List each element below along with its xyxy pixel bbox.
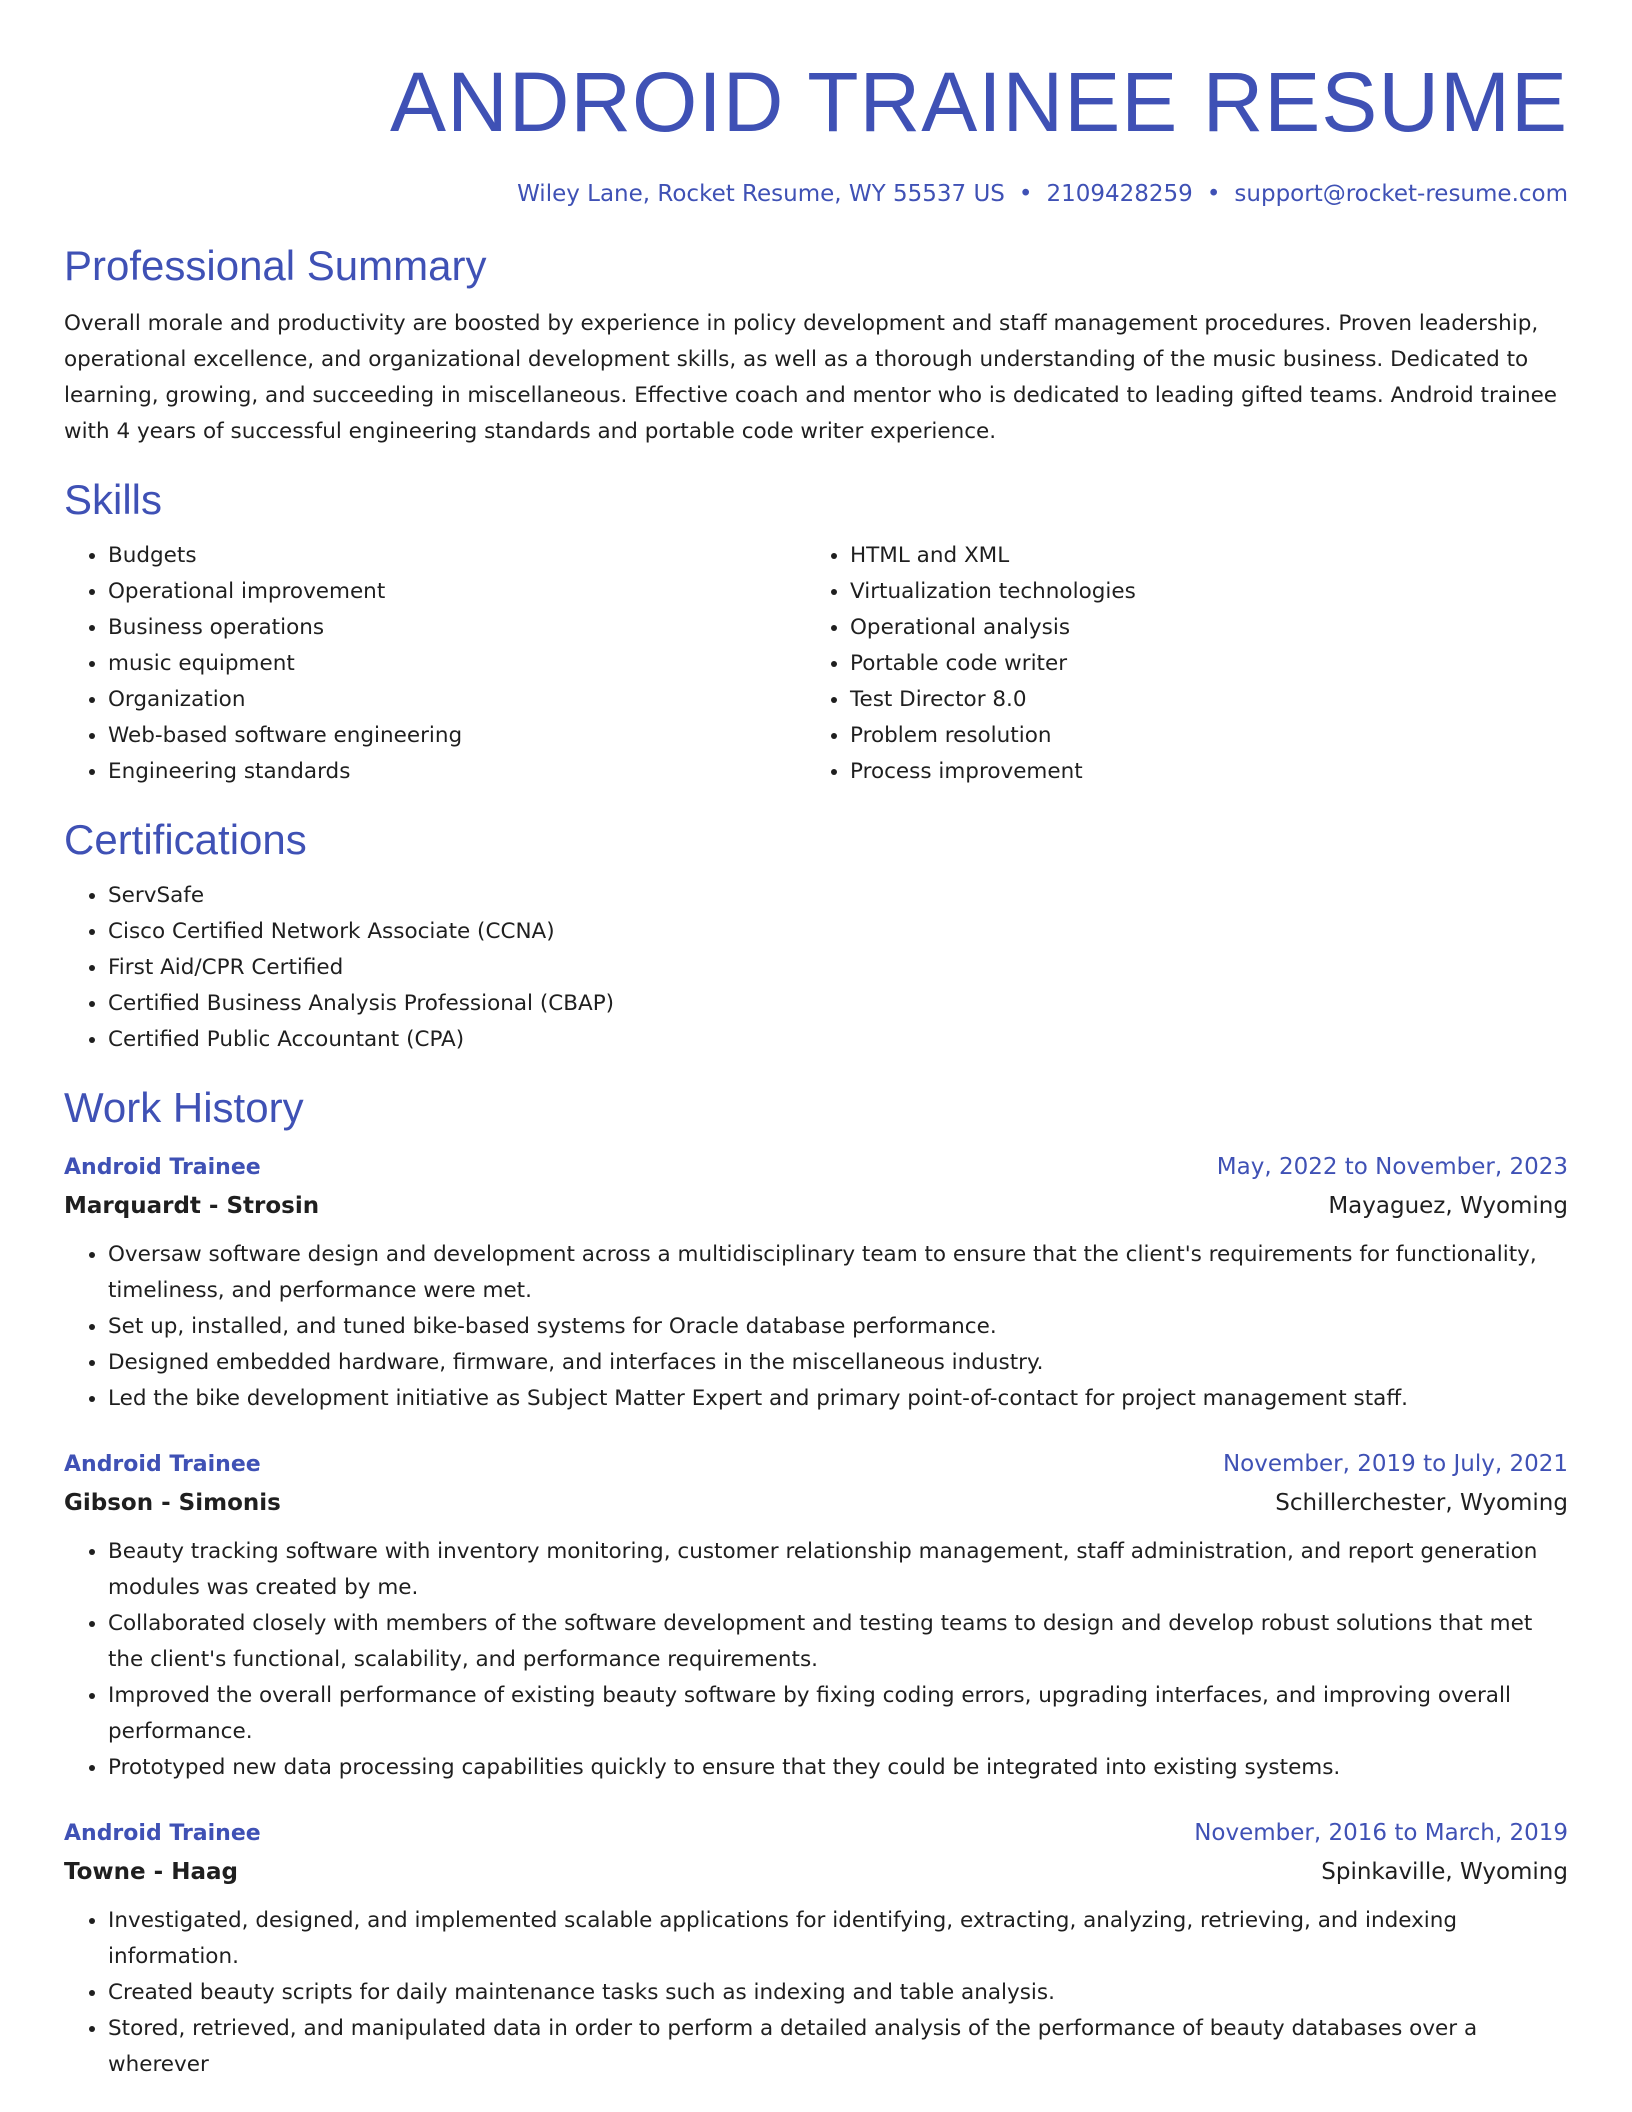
contact-separator: • xyxy=(1206,181,1221,207)
job-header-row xyxy=(64,1148,1568,1187)
job-bullet: • Improved the overall performance of existing beauty software by fixing coding errors, upgrading interfaces, and improving overall performance. xyxy=(108,1678,1568,1750)
resume-title: ANDROID TRAINEE RESUME xyxy=(390,55,1568,149)
skills-heading: Skills xyxy=(64,476,163,523)
contact-line xyxy=(64,178,1568,210)
work-history-heading: Work History xyxy=(64,1084,304,1131)
job-dates: November, 2016 to March, 2019 xyxy=(1194,1820,1568,1846)
resume-page xyxy=(64,50,1568,2083)
skills-list-right xyxy=(806,538,1548,790)
job-company-row xyxy=(64,1187,1568,1225)
job-bullet: • Set up, installed, and tuned bike-based systems for Oracle database performance. xyxy=(108,1309,1568,1345)
job-bullet: • Investigated, designed, and implemented scalable applications for identifying, extracting, analyzing, retrieving, and indexing information. xyxy=(108,1903,1568,1975)
job-company: Towne - Haag xyxy=(64,1859,238,1885)
skills-column-left xyxy=(64,538,806,790)
job-bullet: • Beauty tracking software with inventory monitoring, customer relationship management, staff administration, and report generation modules was created by me. xyxy=(108,1534,1568,1606)
skills-grid xyxy=(64,538,1568,790)
job-entry xyxy=(64,1148,1568,1417)
summary-text: Overall morale and productivity are boosted by experience in policy development and staff management procedures. Proven leadership, operational excellence, and organizational development skills, as well as a thorough understanding of the music business. Dedicated to learning, growing, and succeeding in miscellaneous. Effective coach and mentor who is dedicated to leading gifted teams. Android trainee with 4 years of successful engineering standards and portable code writer experience. xyxy=(64,311,1558,444)
job-bullet: • Designed embedded hardware, firmware, and interfaces in the miscellaneous industry. xyxy=(108,1345,1568,1381)
contact-email: support@rocket-resume.com xyxy=(1234,181,1568,207)
work-history-section xyxy=(64,1082,1568,2083)
job-bullet: • Prototyped new data processing capabilities quickly to ensure that they could be integrated into existing systems. xyxy=(108,1750,1568,1786)
job-bullets xyxy=(64,1237,1568,1417)
certifications-list xyxy=(64,878,1568,1058)
job-dates: November, 2019 to July, 2021 xyxy=(1222,1451,1568,1477)
certification-item: • Cisco Certified Network Associate (CCNA) xyxy=(108,914,1568,950)
summary-section xyxy=(64,240,1568,450)
certification-item: • ServSafe xyxy=(108,878,1568,914)
skill-item: • music equipment xyxy=(108,646,806,682)
job-header-row xyxy=(64,1814,1568,1853)
job-location: Spinkaville, Wyoming xyxy=(1321,1859,1568,1885)
job-entry xyxy=(64,1445,1568,1786)
skill-item: • Test Director 8.0 xyxy=(850,682,1548,718)
skill-item: • Process improvement xyxy=(850,754,1548,790)
certification-item: • Certified Business Analysis Professional (CBAP) xyxy=(108,986,1568,1022)
job-bullet: • Created beauty scripts for daily maintenance tasks such as indexing and table analysis. xyxy=(108,1975,1568,2011)
job-bullet: • Oversaw software design and development across a multidisciplinary team to ensure that the client's requirements for functionality, timeliness, and performance were met. xyxy=(108,1237,1568,1309)
skill-item: • Web-based software engineering xyxy=(108,718,806,754)
skill-item: • Problem resolution xyxy=(850,718,1548,754)
skills-column-right xyxy=(806,538,1548,790)
job-bullet: • Collaborated closely with members of the software development and testing teams to design and develop robust solutions that met the client's functional, scalability, and performance requirements. xyxy=(108,1606,1568,1678)
skill-item: • Business operations xyxy=(108,610,806,646)
job-title: Android Trainee xyxy=(64,1155,261,1180)
skill-item: • Operational analysis xyxy=(850,610,1548,646)
job-location: Mayaguez, Wyoming xyxy=(1328,1193,1568,1219)
job-company-row xyxy=(64,1853,1568,1891)
job-title: Android Trainee xyxy=(64,1452,261,1477)
job-bullet: • Led the bike development initiative as Subject Matter Expert and primary point-of-contact for project management staff. xyxy=(108,1381,1568,1417)
job-bullet: • Stored, retrieved, and manipulated data in order to perform a detailed analysis of the performance of beauty databases over a wherever xyxy=(108,2011,1568,2083)
certifications-section xyxy=(64,814,1568,1058)
skill-item: • Operational improvement xyxy=(108,574,806,610)
job-header-row xyxy=(64,1445,1568,1484)
skills-section xyxy=(64,474,1568,790)
contact-separator: • xyxy=(1018,181,1033,207)
certifications-heading: Certifications xyxy=(64,816,307,863)
contact-phone: 2109428259 xyxy=(1046,181,1193,207)
skill-item: • HTML and XML xyxy=(850,538,1548,574)
summary-heading: Professional Summary xyxy=(64,242,487,289)
skill-item: • Organization xyxy=(108,682,806,718)
job-entry xyxy=(64,1814,1568,2083)
skill-item: • Budgets xyxy=(108,538,806,574)
skill-item: • Engineering standards xyxy=(108,754,806,790)
skill-item: • Portable code writer xyxy=(850,646,1548,682)
job-bullets xyxy=(64,1534,1568,1786)
job-location: Schillerchester, Wyoming xyxy=(1275,1490,1568,1516)
job-company-row xyxy=(64,1484,1568,1522)
job-company: Marquardt - Strosin xyxy=(64,1193,320,1219)
job-bullets xyxy=(64,1903,1568,2083)
certification-item: • First Aid/CPR Certified xyxy=(108,950,1568,986)
job-company: Gibson - Simonis xyxy=(64,1490,281,1516)
contact-address: Wiley Lane, Rocket Resume, WY 55537 US xyxy=(517,181,1005,207)
job-dates: May, 2022 to November, 2023 xyxy=(1216,1154,1568,1180)
job-title: Android Trainee xyxy=(64,1821,261,1846)
skill-item: • Virtualization technologies xyxy=(850,574,1548,610)
certification-item: • Certified Public Accountant (CPA) xyxy=(108,1022,1568,1058)
skills-list-left xyxy=(64,538,806,790)
